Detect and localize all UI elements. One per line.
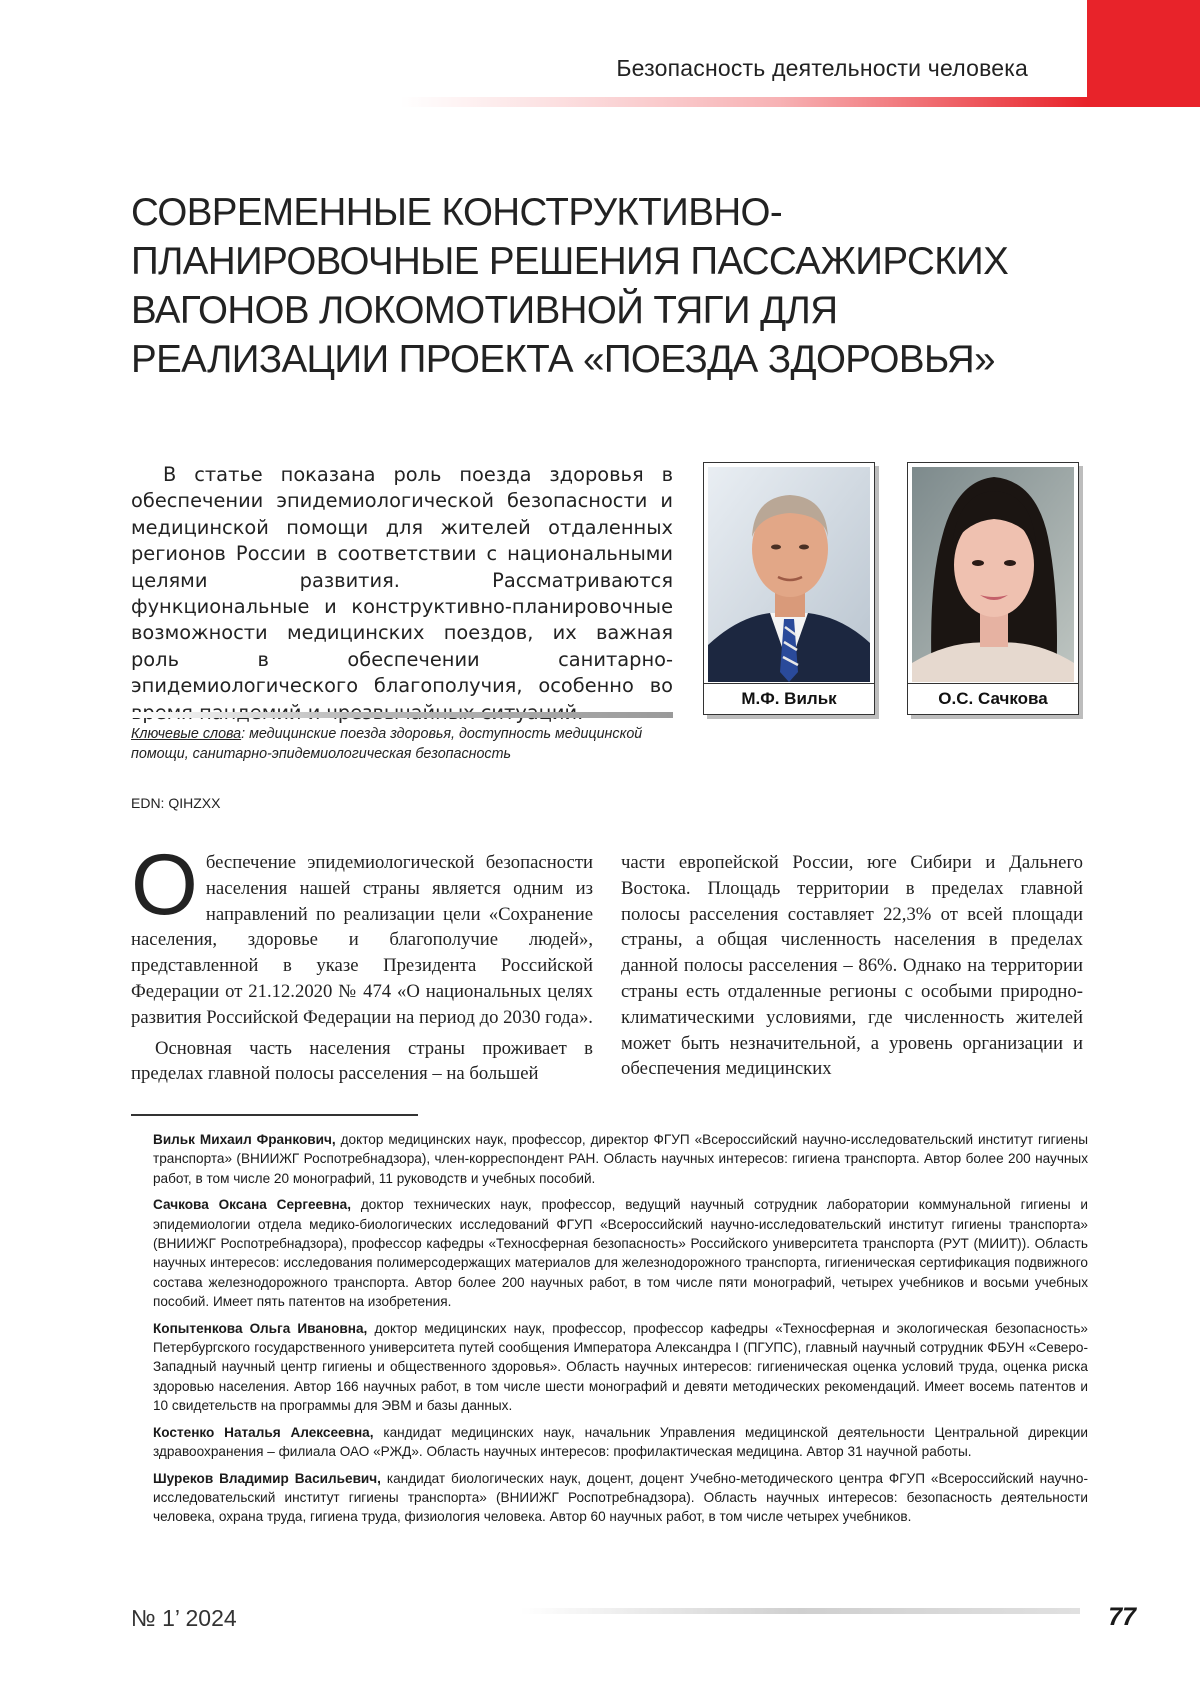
header-accent-block bbox=[1087, 0, 1200, 107]
header-gradient-rule bbox=[400, 97, 1087, 107]
footnote-vilk bbox=[153, 1130, 1088, 1188]
footnote-rule bbox=[131, 1114, 418, 1116]
page-number: 77 bbox=[1108, 1603, 1136, 1631]
author-photo-sachkova bbox=[907, 462, 1079, 715]
running-head: Безопасность деятельности человека bbox=[616, 55, 1028, 81]
article-title: СОВРЕМЕННЫЕ КОНСТРУКТИВНО-ПЛАНИРОВОЧНЫЕ РЕШЕНИЯ ПАССАЖИРСКИХ ВАГОНОВ ЛОКОМОТИВНОЙ ТЯГИ ДЛЯ РЕАЛИЗАЦИИ ПРОЕКТА «ПОЕЗДА ЗДОРОВЬЯ» bbox=[131, 191, 1009, 381]
edn-code: EDN: QIHZXX bbox=[131, 795, 221, 811]
body-paragraph-1-text: беспечение эпидемиологической безопасности населения нашей страны является одним из направлений по реализации цели «Сохранение населения, здоровье и благополучие людей», представленной в указе Президента Российской Федерации от 21.12.2020 № 474 «О национальных целях развития Российской Федерации на период до 2030 года». bbox=[131, 852, 593, 1028]
footnote-text: доктор технических наук, профессор, ведущий научный сотрудник лаборатории коммунальной гигиены и эпидемиологии отдела медико-биологических исследований ФГУП «Всероссийский научно-исследовательский институт гигиены транспорта» (ВНИИЖГ Роспотребнадзора), профессор кафедры «Техносферная безопасность» Российского университета транспорта (РУТ (МИИТ)). Область научных интересов: исследования полимерсодержащих материалов для железнодорожного транспорта, гигиеническая сертификация подвижного состава железнодорожного транспорта. Автор более 200 научных работ, в том числе пяти монографий, четырех учебников и восьми учебных пособий. Имеет пять патентов на изобретения. bbox=[153, 1197, 1088, 1310]
portrait-woman-image bbox=[912, 467, 1074, 682]
footnote-kopytenkova bbox=[153, 1319, 1088, 1416]
footnote-name: Костенко Наталья Алексеевна, bbox=[153, 1424, 374, 1440]
footnote-text: кандидат биологических наук, доцент, доцент Учебно-методического центра ФГУП «Всероссийский научно-исследовательский институт гигиены транспорта» (ВНИИЖГ Роспотребнадзора). Область научных интересов: безопасность деятельности человека, охрана труда, гигиена труда, физиология человека. Автор 60 научных работ, в том числе четырех учебников. bbox=[153, 1470, 1088, 1525]
keywords bbox=[131, 724, 673, 764]
footnote-name: Шуреков Владимир Васильевич, bbox=[153, 1470, 381, 1486]
footnote-text: кандидат медицинских наук, начальник Управления медицинской деятельности Центральной дирекции здравоохранения – филиала ОАО «РЖД». Область научных интересов: профилактическая медицина. Автор 31 научной работы. bbox=[153, 1424, 1088, 1460]
footnote-name: Вильк Михаил Франкович, bbox=[153, 1132, 336, 1147]
footnote-name: Сачкова Оксана Сергеевна, bbox=[153, 1197, 352, 1213]
footnote-name: Копытенкова Ольга Ивановна, bbox=[153, 1320, 368, 1336]
abstract-divider bbox=[131, 712, 673, 718]
dropcap: О bbox=[131, 837, 198, 933]
keywords-text: : медицинские поезда здоровья, доступность медицинской помощи, санитарно-эпидемиологическая безопасность bbox=[131, 726, 643, 762]
footnote-sachkova bbox=[153, 1195, 1088, 1311]
abstract: В статье показана роль поезда здоровья в обеспечении эпидемиологической безопасности и медицинской помощи для жителей отдаленных регионов России в соответствии с национальными целями развития. Рассматриваются функциональные и конструктивно-планировочные возможности медицинских поездов, их важная роль в обеспечении санитарно-эпидемиологического благополучия, особенно во bbox=[131, 463, 673, 698]
author-caption-sachkova: О.С. Сачкова bbox=[908, 683, 1078, 714]
footer-rule bbox=[520, 1608, 1080, 1614]
portrait-man-image bbox=[708, 467, 870, 682]
author-photo-vilk bbox=[703, 462, 875, 715]
footnote-kostenko bbox=[153, 1423, 1088, 1462]
footnote-shurekov bbox=[153, 1469, 1088, 1527]
author-footnotes bbox=[153, 1130, 1088, 1534]
footnote-text: доктор медицинских наук, профессор, директор ФГУП «Всероссийский научно-исследовательский институт гигиены транспорта» (ВНИИЖГ Роспотребнадзора), член-корреспондент РАН. Область научных интересов: гигиена транспорта. Автор более 200 научных работ, в том числе 20 монографий, 11 руководств и учебных пособий. bbox=[153, 1132, 1088, 1186]
body-column-left bbox=[131, 837, 593, 1087]
author-caption-vilk: М.Ф. Вильк bbox=[704, 683, 874, 714]
footnote-text: доктор медицинских наук, профессор, профессор кафедры «Техносферная и экологическая безопасность» Петербургского государственного университета путей сообщения Императора Александра I (ПГУПС), главный научный сотрудник ФБУН «Северо-Западный научный центр гигиены и общественного здоровья». Область научных интересов: гигиеническая оценка условий труда, оценка риска здоровью населения. Автор 166 научных работ, в том числе шести монографий и девяти методических рекомендаций. Имеет восемь патентов и 10 свидетельств на программы для ЭВМ и базы данных. bbox=[153, 1320, 1088, 1414]
keywords-label: Ключевые слова bbox=[131, 726, 242, 742]
body-column-right bbox=[621, 850, 1083, 1082]
body-paragraph-2: Основная часть населения страны проживает в пределах главной полосы расселения – на большей bbox=[131, 1037, 593, 1085]
issue-number: № 1’ 2024 bbox=[131, 1605, 237, 1631]
body-paragraph-3: части европейской России, юге Сибири и Дальнего Востока. Площадь территории в пределах главной полосы расселения составляет 22,3% от всей площади страны, а общая численность населения в пределах данной полосы расселения – 86%. Однако на территории страны есть отдаленные регионы с особыми природно-климатическими условиями, где численность жителей может быть незначительной, а уровень организации и обеспечения медицинских bbox=[621, 852, 1083, 1080]
body-paragraph-1 bbox=[131, 837, 593, 1031]
